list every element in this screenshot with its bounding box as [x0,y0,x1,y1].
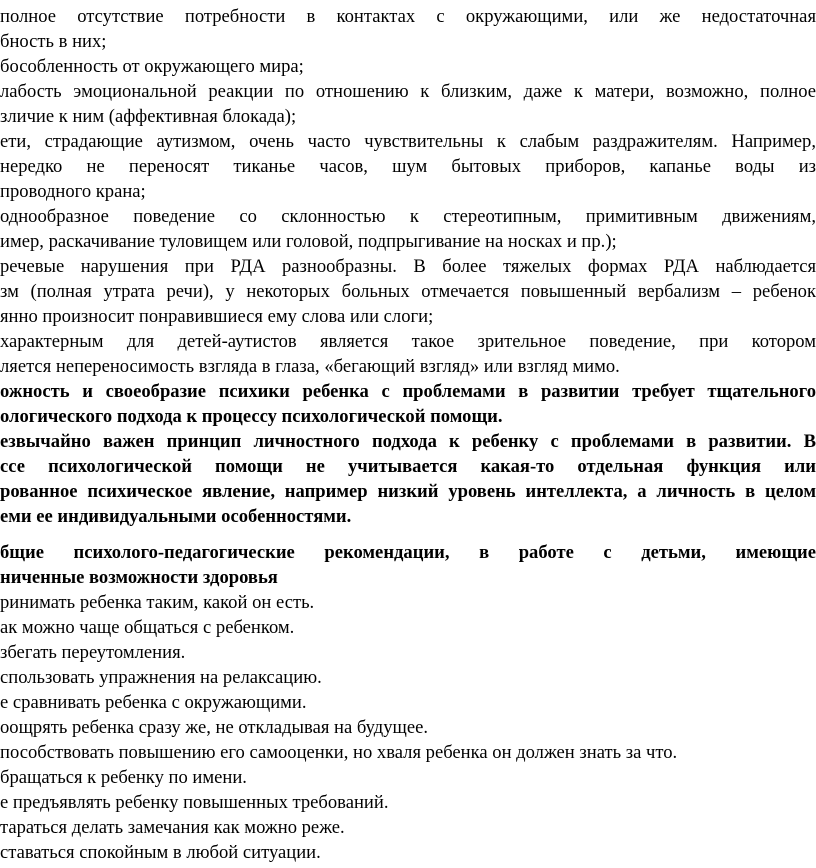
text-line: бность в них; [0,31,107,52]
list-item: збегать переутомления. [0,642,186,663]
list-item: оощрять ребенка сразу же, не откладывая на будущее. [0,717,428,738]
text-line: зм (полная утрата речи), у некоторых больных отмечается повышенный вербализм – ребенок [0,281,816,302]
text-line: зличие к ним (аффективная блокада); [0,106,297,127]
text-line: полное отсутствие потребности в контактах с окружающими, или же недостаточная [0,6,816,27]
text-line: нередко не переносят тиканье часов, шум бытовых приборов, капанье воды из [0,156,816,177]
list-item: спользовать упражнения на релаксацию. [0,667,322,688]
text-line: проводного крана; [0,181,146,202]
bold-text-line: рованное психическое явление, например низкий уровень интеллекта, а личность в целом [0,481,816,502]
list-item: ринимать ребенка таким, какой он есть. [0,592,315,613]
list-item: е сравнивать ребенка с окружающими. [0,692,307,713]
list-item: е предъявлять ребенку повышенных требований. [0,792,389,813]
bold-text-line: еми ее индивидуальными особенностями. [0,506,352,527]
text-line: ляется непереносимость взгляда в глаза, «бегающий взгляд» или взгляд мимо. [0,356,620,377]
section-heading: ниченные возможности здоровья [0,567,278,588]
bold-text-line: ожность и своеобразие психики ребенка с проблемами в развитии требует тщательного [0,381,816,402]
list-item: ставаться спокойным в любой ситуации. [0,842,321,863]
list-item: тараться делать замечания как можно реже. [0,817,345,838]
text-line: ети, страдающие аутизмом, очень часто чувствительны к слабым раздражителям. Например, [0,131,816,152]
list-item: пособствовать повышению его самооценки, но хваля ребенка он должен знать за что. [0,742,678,763]
text-line: речевые нарушения при РДА разнообразны. В более тяжелых формах РДА наблюдается [0,256,816,277]
bold-text-line: ологического подхода к процессу психологической помощи. [0,406,503,427]
section-heading: бщие психолого-педагогические рекомендации, в работе с детьми, имеющие [0,542,816,563]
bold-text-line: ссе психологической помощи не учитывается какая-то отдельная функция или [0,456,816,477]
text-line: бособленность от окружающего мира; [0,56,304,77]
text-line: янно произносит понравившиеся ему слова или слоги; [0,306,434,327]
text-line: однообразное поведение со склонностью к стереотипным, примитивным движениям, [0,206,816,227]
text-line: имер, раскачивание туловищем или головой, подпрыгивание на носках и пр.); [0,231,617,252]
list-item: ак можно чаще общаться с ребенком. [0,617,295,638]
bold-text-line: езвычайно важен принцип личностного подхода к ребенку с проблемами в развитии. В [0,431,816,452]
text-line: лабость эмоциональной реакции по отношению к близким, даже к матери, возможно, полное [0,81,816,102]
list-item: бращаться к ребенку по имени. [0,767,247,788]
text-line: характерным для детей-аутистов является такое зрительное поведение, при котором [0,331,816,352]
